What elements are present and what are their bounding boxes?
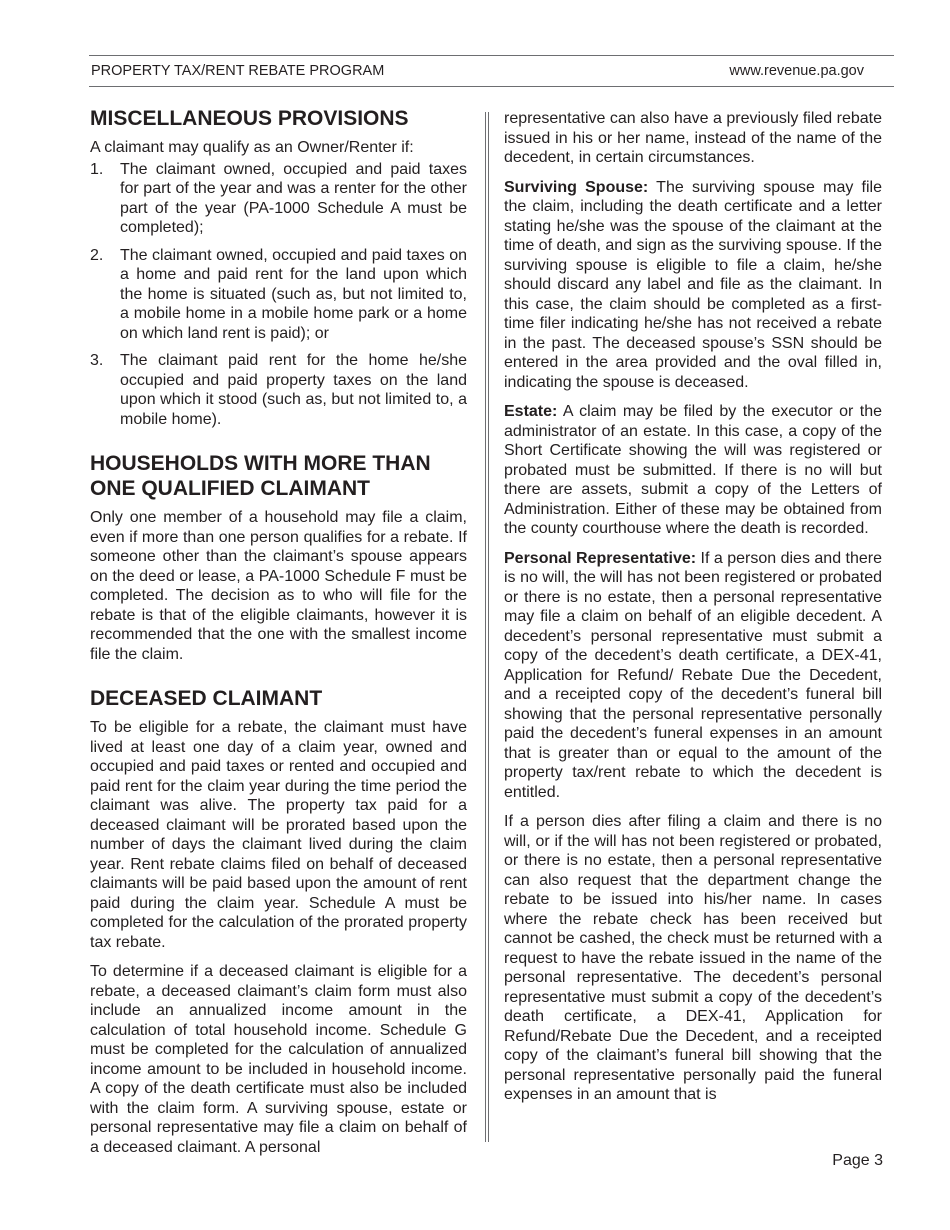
estate-label: Estate: [504,403,558,420]
personal-representative-paragraph [504,549,882,803]
deceased-para-2: To determine if a deceased claimant is eligible for a rebate, a deceased claimant’s claim form must also include an annualized income amount in the calculation of total household income. Schedule G must be completed for the calculation of annualized income amount to be included in household income. A copy of the death certificate must also be included with the claim form. A surviving spouse, estate or personal representative may file a claim on behalf of a deceased claimant. A personal [90,963,467,1156]
list-item-text: The claimant owned, occupied and paid taxes on a home and paid rent for the land upon which the home is situated (such as, but not limited to, a mobile home in a mobile home park or a home on which land rent is paid); or [120,246,467,342]
list-item [90,160,467,238]
deceased-heading: DECEASED CLAIMANT [90,687,323,710]
personal-representative-label: Personal Representative: [504,549,697,567]
misc-intro: A claimant may qualify as an Owner/Renter if: [90,139,414,156]
deceased-para-1: To be eligible for a rebate, the claimant must have lived at least one day of a claim year, owned and occupied and paid taxes or rented and occupied and paid rent for the claim year during the time period the claimant was alive. The property tax paid for a deceased claimant will be prorated based upon the number of days the claimant lived during the claim year. Rent rebate claims filed on behalf of deceased claimants will be paid based upon the amount of rent paid during the claim year. Schedule A must be completed for the calculation of the prorated property tax rebate. [90,719,467,951]
page-number: Page 3 [832,1152,883,1169]
list-item-text: The claimant owned, occupied and paid taxes for part of the year and was a renter for the other part of the year (PA-1000 Schedule A must be completed); [120,160,467,236]
personal-representative-text: If a person dies and there is no will, the will has not been registered or probated or there is no estate, then a personal representative may file a claim on behalf of an eligible decedent. A decedent’s personal representative must submit a copy of the decedent’s death certificate, a DEX-41, Application for Refund/ Rebate Due the Decedent, and a receipted copy of the decedent’s funeral bill showing that the personal representative personally paid the decedent’s funeral expenses in an amount that is greater than or equal to the amount of the property tax/rent rebate to which the decedent is entitled. [504,549,883,801]
right-column [504,109,882,1115]
list-item [90,351,467,429]
final-paragraph: If a person dies after filing a claim and there is no will, or if the will has not been registered or probated, or there is no estate, then a personal representative can also request that the department change the rebate to be issued into his/her name. In cases where the rebate check has been received but cannot be cashed, the check must be returned with a request to have the rebate issued in the name of the personal representative. The decedent’s personal representative must submit a copy of the decedent’s death certificate, a DEX-41, Application for Refund/Rebate Due the Decedent, and a receipted copy of the claimant’s funeral bill showing that the personal representative personally paid the funeral expenses in an amount that is [504,813,882,1103]
list-item-number: 3. [90,352,104,369]
surviving-spouse-text: The surviving spouse may file the claim, including the death certificate and a letter stating he/she was the spouse of the claimant at the time of death, and sign as the surviving spouse. If the surviving spouse is eligible to file a claim, he/she should discard any label and file as the claimant. In this case, the claim should be completed as a first-time filer indicating he/she has not received a rebate in the past. The deceased spouse’s SSN should be entered in the area provided and the oval filled in, indicating the spouse is deceased. [504,178,883,391]
list-item-text: The claimant paid rent for the home he/she occupied and paid property taxes on the land upon which it stood (such as, but not limited to, a mobile home). [120,352,467,428]
households-heading: HOUSEHOLDS WITH MORE THAN ONE QUALIFIED CLAIMANT [90,452,431,500]
left-column [90,106,467,1167]
surviving-spouse-paragraph [504,178,882,393]
program-title: PROPERTY TAX/RENT REBATE PROGRAM [91,63,385,79]
surviving-spouse-label: Surviving Spouse: [504,178,649,196]
column-divider [485,112,489,1142]
continuation-text: representative can also have a previously filed rebate issued in his or her name, instead of the name of the decedent, in certain circumstances. [504,110,882,166]
page-header [89,55,894,87]
list-item-number: 2. [90,246,104,264]
list-item-number: 1. [90,160,104,178]
website-url[interactable]: www.revenue.pa.gov [729,63,864,79]
households-text: Only one member of a household may file a claim, even if more than one person qualifies for a rebate. If someone other than the claimant’s spouse appears on the deed or lease, a PA-1000 Schedule F must be completed. The decision as to who will file for the rebate is that of the eligible claimants, however it is recommended that the one with the smallest income file the claim. [90,509,467,663]
misc-heading: MISCELLANEOUS PROVISIONS [90,107,409,130]
list-item [90,246,467,344]
estate-paragraph [504,402,882,539]
misc-list [90,160,467,430]
estate-text: A claim may be filed by the executor or the administrator of an estate. In this case, a copy of the Short Certificate showing the will was registered or probated must be submitted. If there is no will but there are assets, submit a copy of the Letters of Administration. Either of these may be obtained from the county courthouse where the death is recorded. [504,403,882,537]
